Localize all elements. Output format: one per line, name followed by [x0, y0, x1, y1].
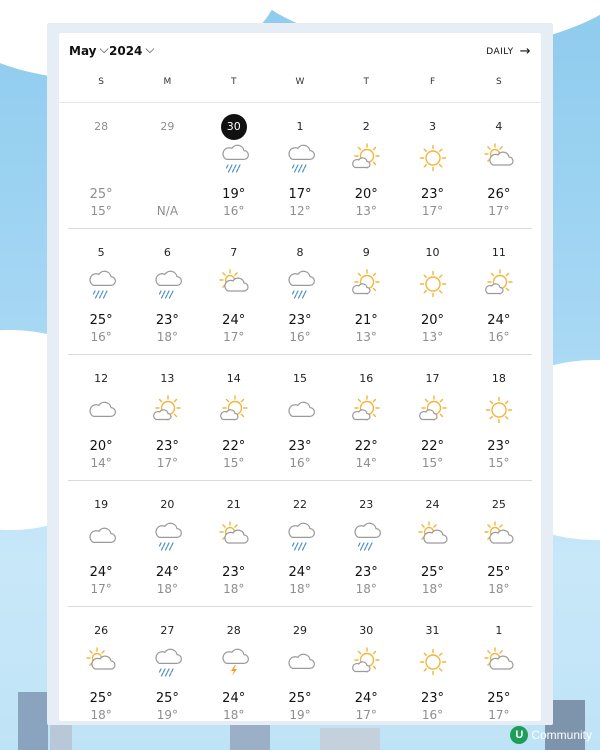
day-number-text: 28: [226, 624, 241, 637]
sun-cloud-icon: [152, 395, 182, 425]
low-temperature: 13°: [355, 204, 377, 218]
high-temperature: 20°: [354, 187, 378, 202]
rain-icon: [285, 143, 315, 173]
daily-view-button[interactable]: [486, 44, 531, 59]
calendar-day-cell[interactable]: [333, 481, 399, 606]
day-number: [466, 368, 532, 390]
low-temperature: 15°: [488, 456, 510, 470]
day-number-text: 28: [94, 120, 109, 133]
day-number: [68, 620, 134, 642]
day-number-text: 11: [491, 246, 506, 259]
rain-icon: [152, 521, 182, 551]
weekday-label: F: [429, 77, 436, 87]
day-number: [134, 494, 200, 516]
day-number: [267, 494, 333, 516]
high-temperature: 25°: [288, 691, 312, 706]
calendar-day-cell[interactable]: [333, 607, 399, 721]
day-number: [466, 242, 532, 264]
calendar-day-cell[interactable]: [267, 229, 333, 354]
weekday-label: S: [98, 77, 104, 87]
day-number-text: 30: [359, 624, 374, 637]
calendar-day-cell[interactable]: [466, 355, 532, 480]
low-temperature: 13°: [421, 330, 444, 344]
day-number: [399, 620, 465, 642]
weekday-label: S: [495, 77, 502, 87]
week-row: [68, 355, 532, 481]
sun-cloud-icon: [418, 395, 448, 425]
low-temperature: 17°: [488, 708, 510, 721]
day-number: [466, 494, 532, 516]
day-number-text: 25: [491, 498, 506, 511]
low-temperature: 19°: [289, 708, 311, 721]
day-number: [201, 242, 267, 264]
high-temperature: 24°: [487, 313, 511, 328]
day-number: [134, 368, 200, 390]
calendar-day-cell[interactable]: [201, 607, 267, 721]
day-number-text: 12: [94, 372, 109, 385]
calendar-day-cell[interactable]: [201, 103, 267, 228]
day-number-text: 7: [230, 246, 238, 259]
community-badge: U: [510, 726, 528, 744]
day-number: [399, 368, 465, 390]
low-temperature: 18°: [355, 582, 377, 596]
day-number-text: 1: [296, 120, 304, 133]
sun-icon: [418, 647, 448, 677]
high-temperature: 17°: [288, 187, 312, 202]
day-number: [201, 368, 267, 390]
low-temperature: 15°: [90, 204, 112, 218]
high-temperature: 26°: [487, 187, 511, 202]
calendar-day-cell[interactable]: [466, 607, 532, 721]
rain-icon: [86, 269, 116, 299]
cloud-icon: [86, 521, 116, 551]
calendar-day-cell[interactable]: [68, 103, 134, 228]
day-number-text: 27: [160, 624, 175, 637]
day-number: [466, 116, 532, 138]
week-row: [68, 481, 532, 607]
sun-cloud-icon: [351, 143, 381, 173]
cloud-icon: [86, 395, 116, 425]
partly-cloudy-icon: [86, 647, 116, 677]
day-number-text: 18: [491, 372, 506, 385]
arrow-right-icon: →: [519, 44, 531, 59]
low-temperature: 16°: [289, 456, 311, 470]
day-number: [399, 494, 465, 516]
day-number-text: 24: [425, 498, 440, 511]
day-number-text: 6: [163, 246, 171, 259]
sun-icon: [418, 143, 448, 173]
partly-cloudy-icon: [484, 521, 514, 551]
weekday-label: M: [163, 77, 172, 87]
high-temperature: 23°: [155, 439, 179, 454]
low-temperature: 16°: [90, 330, 112, 344]
rain-icon: [285, 521, 315, 551]
day-number: [134, 116, 200, 138]
day-number: [267, 368, 333, 390]
low-temperature: N/A: [156, 204, 179, 218]
day-number-text: 3: [429, 120, 437, 133]
day-number: [333, 368, 399, 390]
sun-cloud-icon: [219, 395, 249, 425]
day-number: [333, 116, 399, 138]
calendar-day-cell[interactable]: [134, 229, 200, 354]
sun-cloud-icon: [351, 647, 381, 677]
day-number-text: 20: [160, 498, 175, 511]
high-temperature: 22°: [354, 439, 378, 454]
calendar-day-cell[interactable]: [68, 481, 134, 606]
high-temperature: 23°: [421, 691, 445, 706]
day-number-text: 8: [296, 246, 304, 259]
day-number-text: 15: [292, 372, 307, 385]
day-number: [201, 494, 267, 516]
calendar-day-cell[interactable]: [333, 103, 399, 228]
day-number: [134, 242, 200, 264]
calendar-card: [47, 23, 553, 725]
sun-cloud-icon: [351, 395, 381, 425]
calendar-day-cell[interactable]: [68, 355, 134, 480]
high-temperature: 25°: [89, 691, 113, 706]
calendar-day-cell[interactable]: [134, 481, 200, 606]
low-temperature: 16°: [289, 330, 311, 344]
rain-icon: [152, 269, 182, 299]
day-number: [201, 116, 267, 138]
day-number-text: 29: [160, 120, 175, 133]
sun-cloud-icon: [351, 269, 381, 299]
calendar-day-cell[interactable]: [333, 229, 399, 354]
day-number: [267, 620, 333, 642]
day-number: [68, 242, 134, 264]
year-selector[interactable]: [109, 43, 155, 58]
calendar-day-cell[interactable]: [399, 229, 465, 354]
calendar-day-cell[interactable]: [201, 355, 267, 480]
daily-label: DAILY: [486, 46, 514, 57]
chevron-down-icon: ⌵: [145, 42, 155, 56]
calendar-day-cell[interactable]: [267, 103, 333, 228]
high-temperature: 20°: [89, 439, 113, 454]
rain-icon: [285, 269, 315, 299]
high-temperature: 24°: [288, 565, 312, 580]
day-number-text: 16: [359, 372, 374, 385]
calendar-panel: [59, 33, 541, 721]
day-number: [399, 116, 465, 138]
high-temperature: 23°: [288, 439, 312, 454]
day-number: [267, 242, 333, 264]
low-temperature: 14°: [355, 456, 377, 470]
low-temperature: 18°: [289, 582, 311, 596]
calendar-day-cell[interactable]: [201, 481, 267, 606]
low-temperature: 18°: [90, 708, 112, 721]
high-temperature: 23°: [487, 439, 511, 454]
high-temperature: 24°: [354, 691, 378, 706]
low-temperature: 18°: [156, 582, 179, 596]
low-temperature: 18°: [223, 708, 245, 721]
calendar-day-cell[interactable]: [201, 229, 267, 354]
calendar-grid: [68, 103, 532, 721]
high-temperature: 25°: [421, 565, 445, 580]
calendar-day-cell[interactable]: [68, 229, 134, 354]
rain-icon: [351, 521, 381, 551]
low-temperature: 18°: [421, 582, 444, 596]
high-temperature: 23°: [354, 565, 378, 580]
day-number-text: 21: [226, 498, 241, 511]
weekday-header: [68, 77, 532, 95]
week-row: [68, 607, 532, 721]
day-number: [267, 116, 333, 138]
day-number-text: 1: [495, 624, 503, 637]
day-number-text: 10: [425, 246, 440, 259]
calendar-day-cell[interactable]: [399, 103, 465, 228]
day-number-text: 14: [226, 372, 241, 385]
year-label: 2024: [109, 43, 143, 58]
day-number: [201, 620, 267, 642]
low-temperature: 17°: [421, 204, 444, 218]
week-row: [68, 229, 532, 355]
low-temperature: 18°: [223, 582, 245, 596]
high-temperature: 24°: [155, 565, 179, 580]
calendar-day-cell[interactable]: [399, 481, 465, 606]
thunderstorm-icon: [219, 647, 249, 677]
calendar-day-cell[interactable]: [68, 607, 134, 721]
calendar-day-cell[interactable]: [466, 103, 532, 228]
week-row: [68, 103, 532, 229]
rain-icon: [152, 647, 182, 677]
high-temperature: 25°: [487, 565, 511, 580]
high-temperature: 22°: [222, 439, 246, 454]
day-number-text: 23: [359, 498, 374, 511]
partly-cloudy-icon: [219, 521, 249, 551]
high-temperature: 23°: [222, 565, 246, 580]
partly-cloudy-icon: [418, 521, 448, 551]
day-number: [68, 116, 134, 138]
day-number-text: 13: [160, 372, 175, 385]
high-temperature: 25°: [155, 691, 179, 706]
chevron-down-icon: ⌵: [99, 42, 109, 56]
high-temperature: 23°: [421, 187, 445, 202]
rain-icon: [219, 143, 249, 173]
day-number: [466, 620, 532, 642]
day-number-text: 4: [495, 120, 503, 133]
high-temperature: 25°: [89, 187, 113, 202]
partly-cloudy-icon: [219, 269, 249, 299]
day-number-text: 19: [94, 498, 109, 511]
high-temperature: 25°: [487, 691, 511, 706]
partly-cloudy-icon: [484, 143, 514, 173]
low-temperature: 16°: [421, 708, 444, 721]
calendar-day-cell[interactable]: [267, 607, 333, 721]
calendar-day-cell[interactable]: [134, 355, 200, 480]
high-temperature: 19°: [222, 187, 246, 202]
low-temperature: 17°: [156, 456, 179, 470]
high-temperature: 21°: [354, 313, 378, 328]
day-number: [399, 242, 465, 264]
month-label: May: [69, 43, 97, 58]
day-number-text: 5: [97, 246, 105, 259]
day-number-text: 17: [425, 372, 440, 385]
calendar-day-cell[interactable]: [134, 103, 200, 228]
weekday-label: T: [363, 77, 370, 87]
day-number: [134, 620, 200, 642]
day-number-text: 2: [362, 120, 370, 133]
day-number-text: 22: [292, 498, 307, 511]
low-temperature: 15°: [223, 456, 245, 470]
low-temperature: 16°: [223, 204, 245, 218]
high-temperature: 23°: [155, 313, 179, 328]
day-number-text: 29: [292, 624, 307, 637]
weekday-label: W: [295, 77, 305, 87]
today-marker: 30: [221, 114, 247, 140]
sun-icon: [418, 269, 448, 299]
low-temperature: 18°: [156, 330, 179, 344]
low-temperature: 13°: [355, 330, 377, 344]
calendar-day-cell[interactable]: [267, 481, 333, 606]
day-number: [68, 368, 134, 390]
high-temperature: 20°: [421, 313, 445, 328]
day-number-text: 31: [425, 624, 440, 637]
high-temperature: 24°: [222, 691, 246, 706]
cloud-icon: [285, 395, 315, 425]
calendar-toolbar: [69, 41, 531, 67]
cloud-icon: [285, 647, 315, 677]
calendar-day-cell[interactable]: [466, 481, 532, 606]
low-temperature: 14°: [90, 456, 112, 470]
calendar-day-cell[interactable]: [466, 229, 532, 354]
calendar-day-cell[interactable]: [399, 355, 465, 480]
community-logo-text: Community: [531, 728, 592, 742]
low-temperature: 17°: [355, 708, 377, 721]
low-temperature: 19°: [156, 708, 179, 721]
sun-icon: [484, 395, 514, 425]
low-temperature: 15°: [421, 456, 444, 470]
high-temperature: 25°: [89, 313, 113, 328]
day-number-text: 9: [362, 246, 370, 259]
low-temperature: 17°: [90, 582, 112, 596]
day-number: [68, 494, 134, 516]
day-number: [333, 242, 399, 264]
calendar-day-cell[interactable]: [134, 607, 200, 721]
low-temperature: 16°: [488, 330, 510, 344]
low-temperature: 18°: [488, 582, 510, 596]
high-temperature: 24°: [89, 565, 113, 580]
calendar-day-cell[interactable]: [333, 355, 399, 480]
calendar-day-cell[interactable]: [399, 607, 465, 721]
low-temperature: 17°: [488, 204, 510, 218]
community-logo: [510, 726, 592, 744]
partly-cloudy-icon: [484, 647, 514, 677]
high-temperature: 23°: [288, 313, 312, 328]
low-temperature: 17°: [223, 330, 245, 344]
sun-cloud-icon: [484, 269, 514, 299]
low-temperature: 12°: [289, 204, 311, 218]
day-number: [333, 494, 399, 516]
calendar-day-cell[interactable]: [267, 355, 333, 480]
day-number-text: 26: [94, 624, 109, 637]
month-selector[interactable]: [69, 43, 109, 58]
high-temperature: 22°: [421, 439, 445, 454]
high-temperature: 24°: [222, 313, 246, 328]
day-number: [333, 620, 399, 642]
weekday-label: T: [230, 77, 237, 87]
